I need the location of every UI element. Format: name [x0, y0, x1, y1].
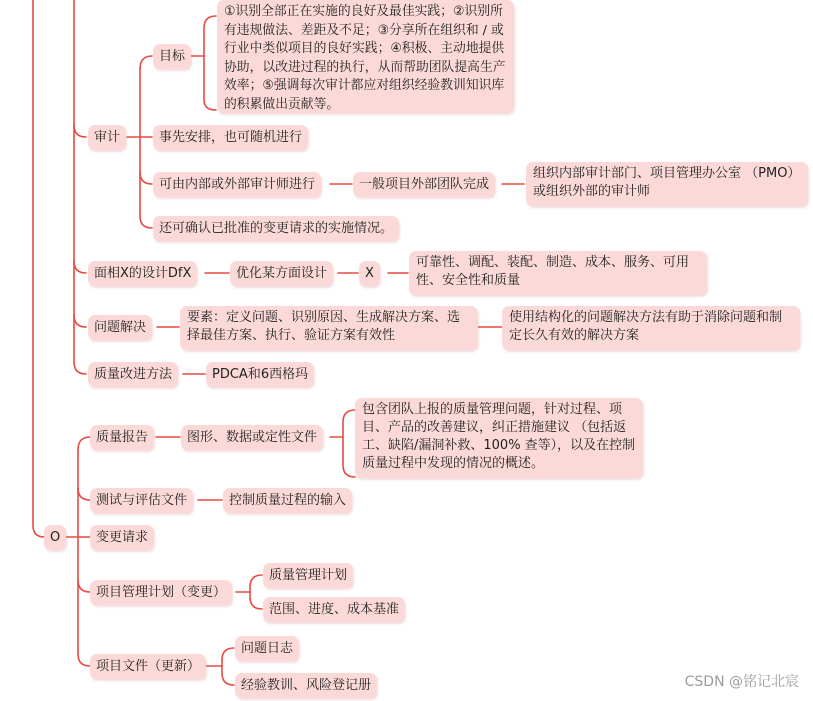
dfx-optimize-node[interactable]: 优化某方面设计 — [230, 261, 333, 286]
audit-confirm-node[interactable]: 还可确认已批准的变更请求的实施情况。 — [153, 216, 399, 241]
quality-report-node[interactable]: 质量报告 — [90, 425, 154, 450]
audit-schedule-node[interactable]: 事先安排，也可随机进行 — [153, 125, 308, 150]
test-eval-docs-node[interactable]: 测试与评估文件 — [90, 488, 193, 513]
project-docs-node[interactable]: 项目文件（更新） — [90, 654, 206, 679]
dfx-x-node[interactable]: X — [359, 261, 380, 286]
quality-mgmt-plan-node[interactable]: 质量管理计划 — [263, 563, 353, 588]
pm-plan-node[interactable]: 项目管理计划（变更） — [90, 580, 232, 605]
watermark: CSDN @铭记北宸 — [684, 674, 799, 690]
quality-report-detail-node[interactable]: 包含团队上报的质量管理问题，针对过程、项目、产品的改善建议，纠正措施建议 （包括返工、缺陷/漏洞补救、100% 查等），以及在控制质量过程中发现的情况的概述。 — [355, 398, 643, 478]
pdca-node[interactable]: PDCA和6西格玛 — [206, 362, 314, 387]
dfx-aspects-node[interactable]: 可靠性、调配、装配、制造、成本、服务、可用性、安全性和质量 — [409, 251, 707, 295]
quality-report-form-node[interactable]: 图形、数据或定性文件 — [181, 425, 323, 450]
quality-methods-node[interactable]: 质量改进方法 — [88, 362, 178, 387]
goal-detail-node[interactable]: ①识别全部正在实施的良好及最佳实践；②识别所有违规做法、差距及不足；③分享所在组织和 / 或行业中类似项目的良好实践；④积极、主动地提供协助，以改进过程的执行，从而帮助团队提高生产效率；⑤强调每次审计都应对组织经验教训知识库的积累做出贡献等。 — [217, 0, 514, 113]
goal-node[interactable]: 目标 — [153, 44, 191, 69]
audit-node[interactable]: 审计 — [88, 125, 126, 150]
audit-external-team-node[interactable]: 一般项目外部团队完成 — [353, 172, 495, 197]
problem-method-node[interactable]: 使用结构化的问题解决方法有助于消除问题和制定长久有效的解决方案 — [502, 306, 800, 350]
audit-org-node[interactable]: 组织内部审计部门、项目管理办公室 （PMO）或组织外部的审计师 — [526, 162, 808, 206]
issue-log-node[interactable]: 问题日志 — [235, 636, 299, 661]
control-quality-input-node[interactable]: 控制质量过程的输入 — [223, 488, 352, 513]
dfx-node[interactable]: 面相X的设计DfX — [88, 261, 197, 286]
change-request-node[interactable]: 变更请求 — [90, 525, 154, 550]
problem-solving-node[interactable]: 问题解决 — [88, 315, 152, 340]
audit-internal-external-node[interactable]: 可由内部或外部审计师进行 — [153, 172, 321, 197]
problem-elements-node[interactable]: 要素：定义问题、识别原因、生成解决方案、选择最佳方案、执行、验证方案有效性 — [180, 306, 478, 350]
output-root-node[interactable]: O — [44, 525, 66, 550]
lessons-risk-node[interactable]: 经验教训、风险登记册 — [235, 673, 377, 698]
baselines-node[interactable]: 范围、进度、成本基准 — [263, 597, 405, 622]
